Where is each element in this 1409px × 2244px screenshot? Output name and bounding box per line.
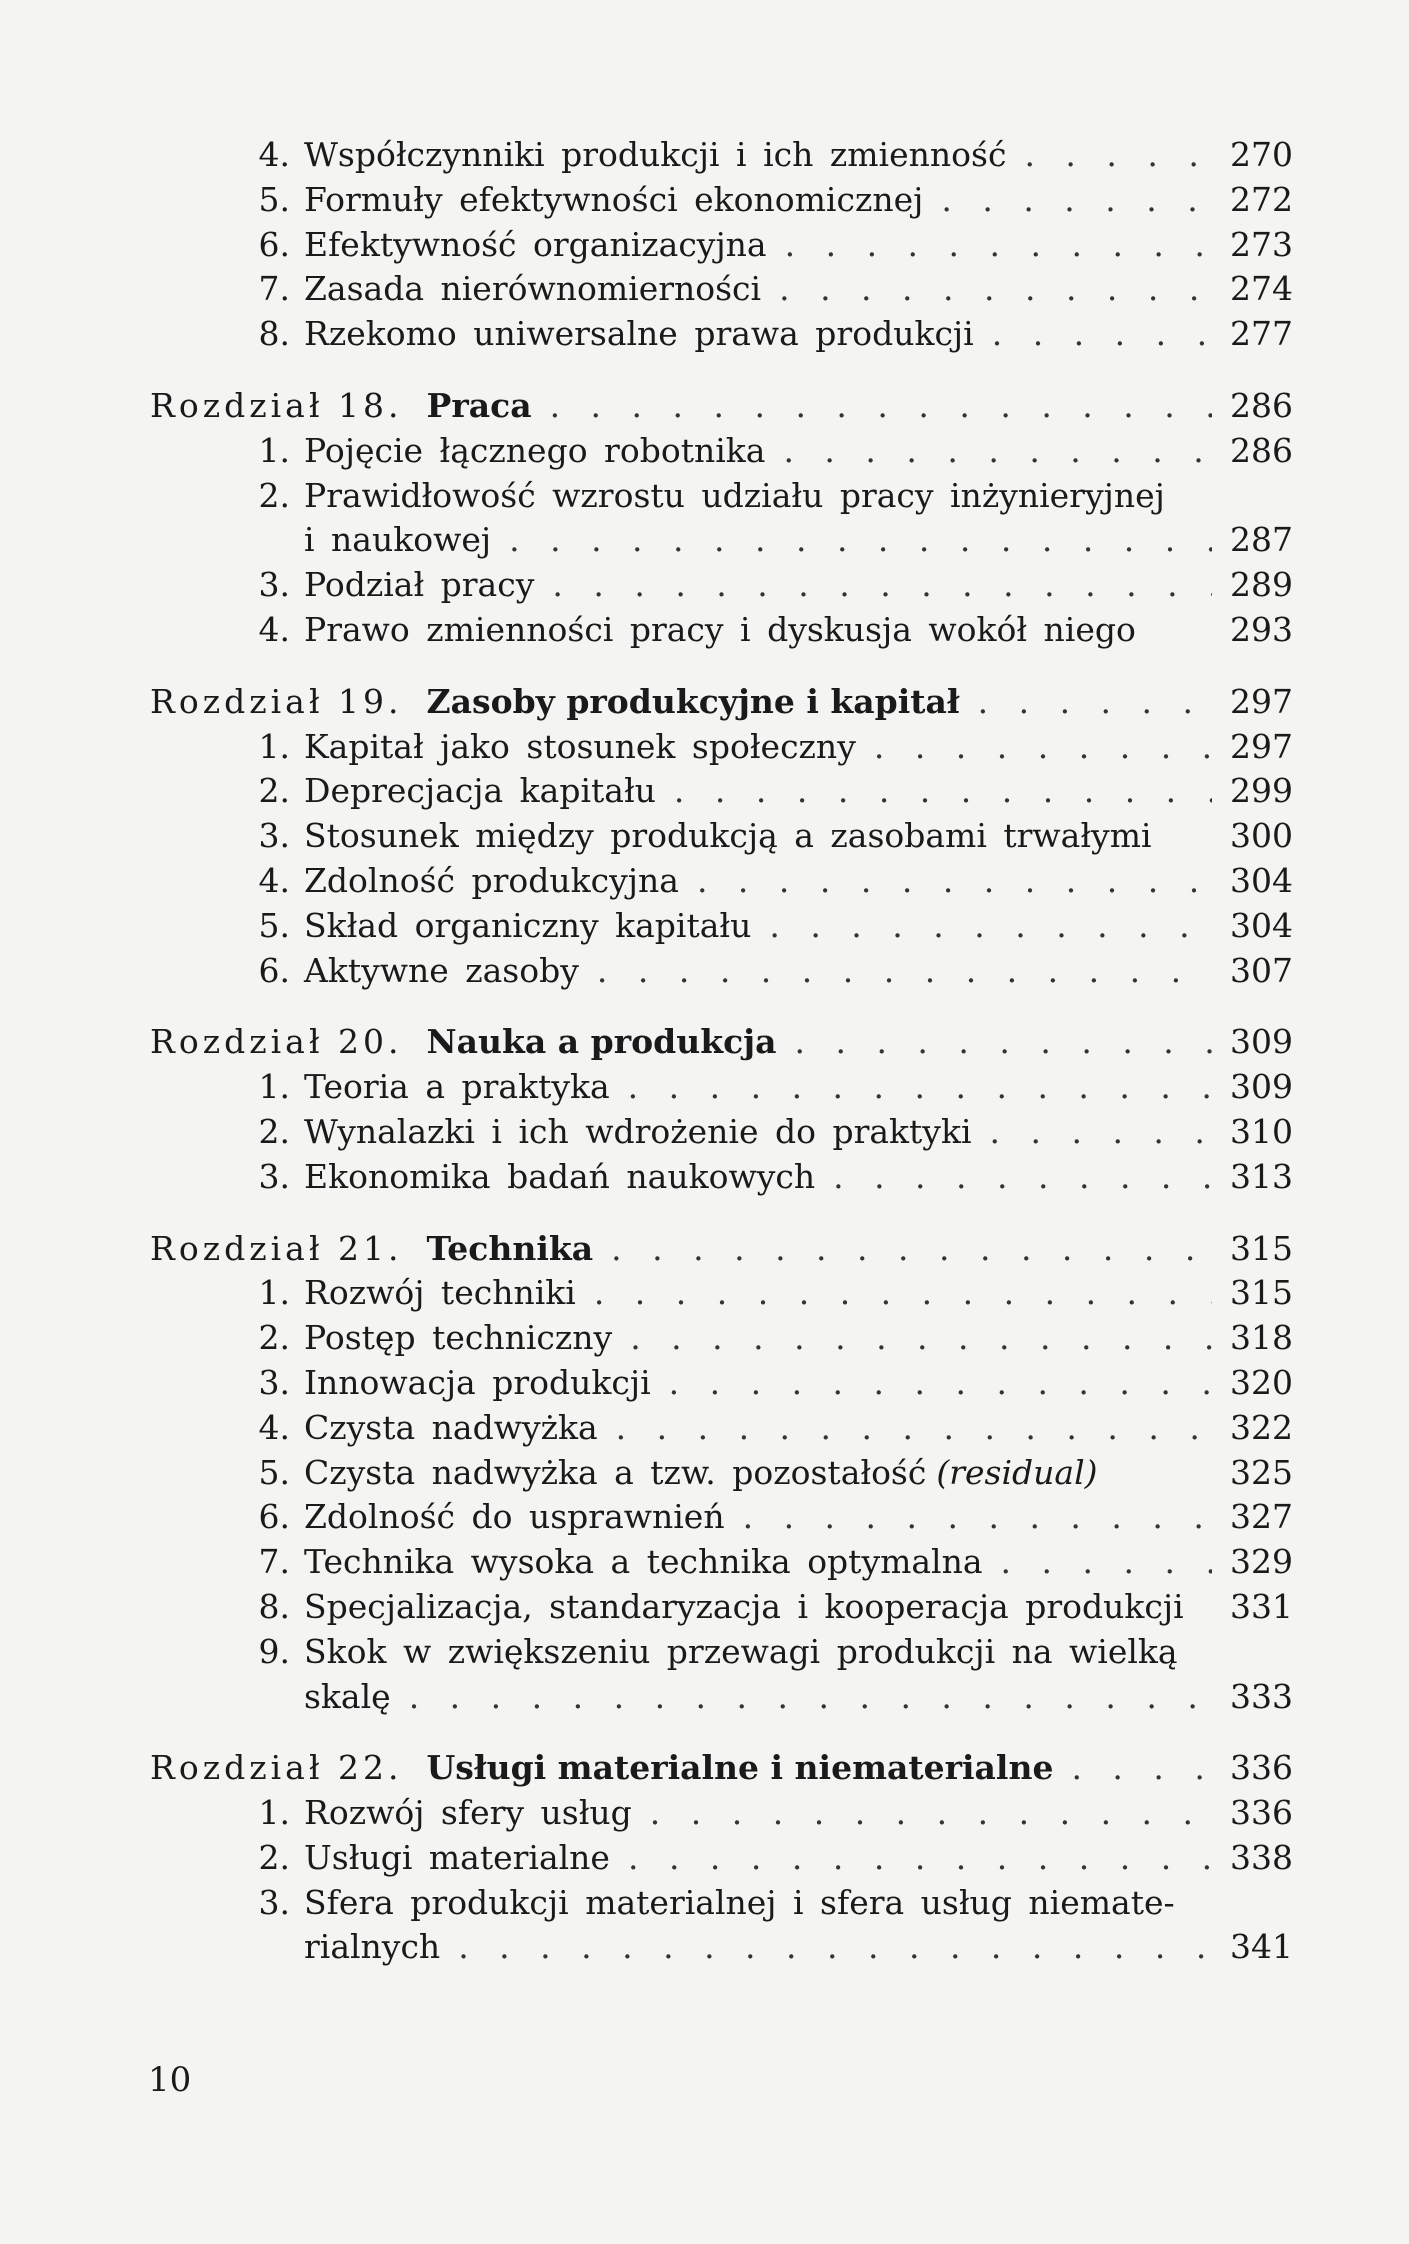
toc-entry <box>150 1632 1290 1677</box>
entry-number: 4. <box>258 860 290 900</box>
dot-leader <box>990 1112 1212 1151</box>
chapter-label: Rozdział 22. <box>150 1748 403 1788</box>
entry-page: 304 <box>1230 860 1293 900</box>
entry-number: 2. <box>258 1111 290 1151</box>
toc-entry <box>150 860 1293 906</box>
entry-page: 310 <box>1230 1111 1293 1151</box>
entry-page: 338 <box>1230 1837 1293 1877</box>
entry-title: Stosunek między produkcją a zasobami trwałymi <box>304 816 1152 856</box>
toc-entry <box>150 609 1293 655</box>
entry-page: 304 <box>1230 905 1293 945</box>
entry-number: 3. <box>258 816 290 856</box>
dot-leader <box>409 1677 1212 1716</box>
toc-entry <box>150 1793 1293 1838</box>
entry-page: 307 <box>1230 950 1293 990</box>
dot-leader <box>594 1273 1212 1312</box>
entry-number: 6. <box>258 1497 290 1537</box>
entry-number: 3. <box>258 1156 290 1196</box>
entry-title: Efektywność organizacyjna <box>304 224 767 264</box>
toc-entry <box>150 1586 1293 1632</box>
entry-title: Ekonomika badań naukowych <box>304 1156 816 1196</box>
entry-title: Postęp techniczny <box>304 1318 613 1358</box>
entry-number: 2. <box>258 475 290 515</box>
entry-page: 327 <box>1230 1497 1293 1537</box>
entry-number: 6. <box>258 224 290 264</box>
table-of-contents <box>150 135 1293 1972</box>
dot-leader <box>650 1793 1212 1832</box>
chapter-heading <box>150 385 1293 431</box>
entry-page: 272 <box>1230 179 1293 219</box>
toc-entry <box>150 1156 1293 1202</box>
entry-title: Specjalizacja, standaryzacja i kooperacja produkcji <box>304 1586 1184 1626</box>
entry-page: 315 <box>1230 1273 1293 1313</box>
dot-leader <box>674 771 1212 810</box>
dot-leader <box>978 682 1212 721</box>
entry-title: Zdolność produkcyjna <box>304 860 679 900</box>
toc-entry <box>150 726 1293 772</box>
toc-entry <box>150 1111 1293 1157</box>
entry-title-italic: (residual) <box>936 1452 1098 1492</box>
entry-title: Innowacja produkcji <box>304 1362 651 1402</box>
entry-title: Technika wysoka a technika optymalna <box>304 1542 983 1582</box>
dot-leader <box>833 1157 1212 1196</box>
toc-entry <box>150 135 1293 180</box>
dot-leader <box>1001 1542 1212 1581</box>
toc-entry <box>150 269 1293 314</box>
entry-title: rialnych <box>304 1927 441 1967</box>
entry-number: 9. <box>258 1631 290 1671</box>
toc-entry <box>150 1542 1293 1587</box>
toc-entry <box>150 1497 1293 1542</box>
dot-leader <box>779 269 1212 308</box>
entry-number: 5. <box>258 905 290 945</box>
entry-page: 341 <box>1230 1927 1293 1967</box>
entry-page: 287 <box>1230 520 1293 560</box>
entry-page: 270 <box>1230 135 1293 174</box>
toc-entry <box>150 314 1293 359</box>
dot-leader <box>794 1022 1212 1061</box>
entry-number: 1. <box>258 726 290 766</box>
toc-entry <box>150 816 1293 861</box>
toc-entry <box>150 771 1293 816</box>
entry-page: 336 <box>1230 1793 1293 1833</box>
toc-entry <box>150 224 1293 270</box>
dot-leader <box>628 1838 1212 1877</box>
entry-title: i naukowej <box>304 520 492 560</box>
dot-leader <box>458 1927 1212 1966</box>
toc-entry <box>150 1407 1293 1453</box>
entry-number: 7. <box>258 1542 290 1582</box>
entry-number: 3. <box>258 1882 290 1922</box>
entry-number: 2. <box>258 1837 290 1877</box>
entry-title: Teoria a praktyka <box>304 1067 610 1107</box>
toc-entry <box>150 1883 1290 1928</box>
entry-page: 297 <box>1230 726 1293 766</box>
toc-entry <box>150 950 1293 996</box>
entry-title: Kapitał jako stosunek społeczny <box>304 726 856 766</box>
dot-leader <box>630 1318 1212 1357</box>
entry-number: 4. <box>258 609 290 649</box>
entry-title: Rozwój sfery usług <box>304 1793 632 1833</box>
entry-number: 1. <box>258 1793 290 1833</box>
entry-title: Zdolność do usprawnień <box>304 1497 725 1537</box>
entry-number: 8. <box>258 314 290 354</box>
entry-title: Podział pracy <box>304 565 535 605</box>
toc-entry <box>150 430 1293 476</box>
dot-leader <box>611 1229 1212 1268</box>
entry-number: 3. <box>258 1362 290 1402</box>
entry-page: 333 <box>1230 1676 1293 1716</box>
dot-leader <box>1071 1748 1212 1787</box>
dot-leader <box>743 1497 1212 1536</box>
entry-page: 286 <box>1230 430 1293 470</box>
entry-page: 309 <box>1230 1067 1293 1107</box>
chapter-heading <box>150 1022 1293 1067</box>
toc-entry <box>150 565 1293 610</box>
chapter-page: 336 <box>1230 1748 1293 1788</box>
chapter-label: Rozdział 21. <box>150 1228 403 1268</box>
chapter-heading <box>150 1228 1293 1274</box>
chapter-title: Technika <box>426 1228 594 1268</box>
chapter-title: Zasoby produkcyjne i kapitał <box>426 681 960 721</box>
entry-number: 5. <box>258 1452 290 1492</box>
entry-title: Prawo zmienności pracy i dyskusja wokół niego <box>304 609 1136 649</box>
chapter-page: 297 <box>1230 681 1293 721</box>
chapter-page: 286 <box>1230 385 1293 425</box>
chapter-label: Rozdział 18. <box>150 385 403 425</box>
chapter-title: Usługi materialne i niematerialne <box>426 1748 1054 1788</box>
entry-title: Czysta nadwyżka a tzw. pozostałość <box>304 1452 927 1492</box>
toc-entry <box>150 1837 1293 1883</box>
toc-entry <box>150 905 1293 951</box>
dot-leader <box>597 951 1212 990</box>
entry-number: 7. <box>258 269 290 309</box>
entry-title: Deprecjacja kapitału <box>304 771 656 811</box>
entry-title: Czysta nadwyżka <box>304 1407 598 1447</box>
page-number: 10 <box>148 2060 192 2100</box>
dot-leader <box>874 727 1212 766</box>
entry-title: Formuły efektywności ekonomicznej <box>304 179 924 219</box>
chapter-page: 315 <box>1230 1228 1293 1268</box>
chapter-heading <box>150 681 1293 727</box>
entry-number: 1. <box>258 1067 290 1107</box>
chapter-page: 309 <box>1230 1022 1293 1062</box>
entry-page: 293 <box>1230 609 1293 649</box>
toc-entry <box>150 1452 1293 1498</box>
dot-leader <box>783 431 1212 470</box>
dot-leader <box>552 565 1212 604</box>
entry-page: 273 <box>1230 224 1293 264</box>
dot-leader <box>785 225 1212 264</box>
chapter-label: Rozdział 19. <box>150 681 403 721</box>
entry-number: 1. <box>258 430 290 470</box>
entry-page: 313 <box>1230 1156 1293 1196</box>
chapter-heading <box>150 1748 1293 1793</box>
chapter-title: Nauka a produkcja <box>426 1022 777 1062</box>
entry-number: 3. <box>258 565 290 605</box>
entry-page: 329 <box>1230 1542 1293 1582</box>
entry-title: Zasada nierównomierności <box>304 269 762 309</box>
entry-number: 2. <box>258 1318 290 1358</box>
toc-entry <box>150 476 1290 521</box>
entry-page: 277 <box>1230 314 1293 354</box>
toc-entry <box>150 1273 1293 1318</box>
entry-title: Rzekomo uniwersalne prawa produkcji <box>304 314 974 354</box>
entry-page: 289 <box>1230 565 1293 605</box>
toc-entry <box>150 1676 1293 1722</box>
entry-number: 5. <box>258 179 290 219</box>
entry-title: Wynalazki i ich wdrożenie do praktyki <box>304 1111 972 1151</box>
dot-leader <box>509 520 1212 559</box>
dot-leader <box>941 180 1212 219</box>
entry-number: 1. <box>258 1273 290 1313</box>
entry-page: 331 <box>1230 1586 1293 1626</box>
entry-number: 2. <box>258 771 290 811</box>
entry-title: Sfera produkcji materialnej i sfera usług niemate- <box>304 1882 1175 1922</box>
entry-page: 300 <box>1230 816 1293 856</box>
toc-entry <box>150 520 1293 565</box>
dot-leader <box>1024 135 1212 174</box>
toc-entry <box>150 1927 1293 1972</box>
dot-leader <box>992 314 1212 353</box>
entry-title: Współczynniki produkcji i ich zmienność <box>304 135 1007 174</box>
entry-title: Rozwój techniki <box>304 1273 576 1313</box>
entry-number: 6. <box>258 950 290 990</box>
entry-title: Skład organiczny kapitału <box>304 905 752 945</box>
entry-page: 318 <box>1230 1318 1293 1358</box>
entry-page: 320 <box>1230 1362 1293 1402</box>
dot-leader <box>628 1067 1212 1106</box>
entry-page: 274 <box>1230 269 1293 309</box>
dot-leader <box>550 386 1212 425</box>
entry-number: 8. <box>258 1586 290 1626</box>
entry-page: 325 <box>1230 1452 1293 1492</box>
dot-leader <box>697 861 1212 900</box>
entry-page: 322 <box>1230 1407 1293 1447</box>
entry-title: Skok w zwiększeniu przewagi produkcji na wielką <box>304 1631 1178 1671</box>
toc-entry <box>150 1318 1293 1363</box>
dot-leader <box>769 906 1212 945</box>
toc-entry <box>150 1362 1293 1408</box>
entry-page: 299 <box>1230 771 1293 811</box>
toc-entry <box>150 179 1293 225</box>
toc-entry <box>150 1067 1293 1112</box>
chapter-title: Praca <box>426 385 532 425</box>
chapter-label: Rozdział 20. <box>150 1022 403 1062</box>
entry-title: Usługi materialne <box>304 1837 610 1877</box>
entry-title: Prawidłowość wzrostu udziału pracy inżynieryjnej <box>304 475 1165 515</box>
entry-number: 4. <box>258 1407 290 1447</box>
entry-title: Aktywne zasoby <box>304 950 579 990</box>
entry-number: 4. <box>258 135 290 174</box>
dot-leader <box>616 1408 1212 1447</box>
dot-leader <box>669 1363 1212 1402</box>
entry-title: skalę <box>304 1676 391 1716</box>
entry-title: Pojęcie łącznego robotnika <box>304 430 766 470</box>
